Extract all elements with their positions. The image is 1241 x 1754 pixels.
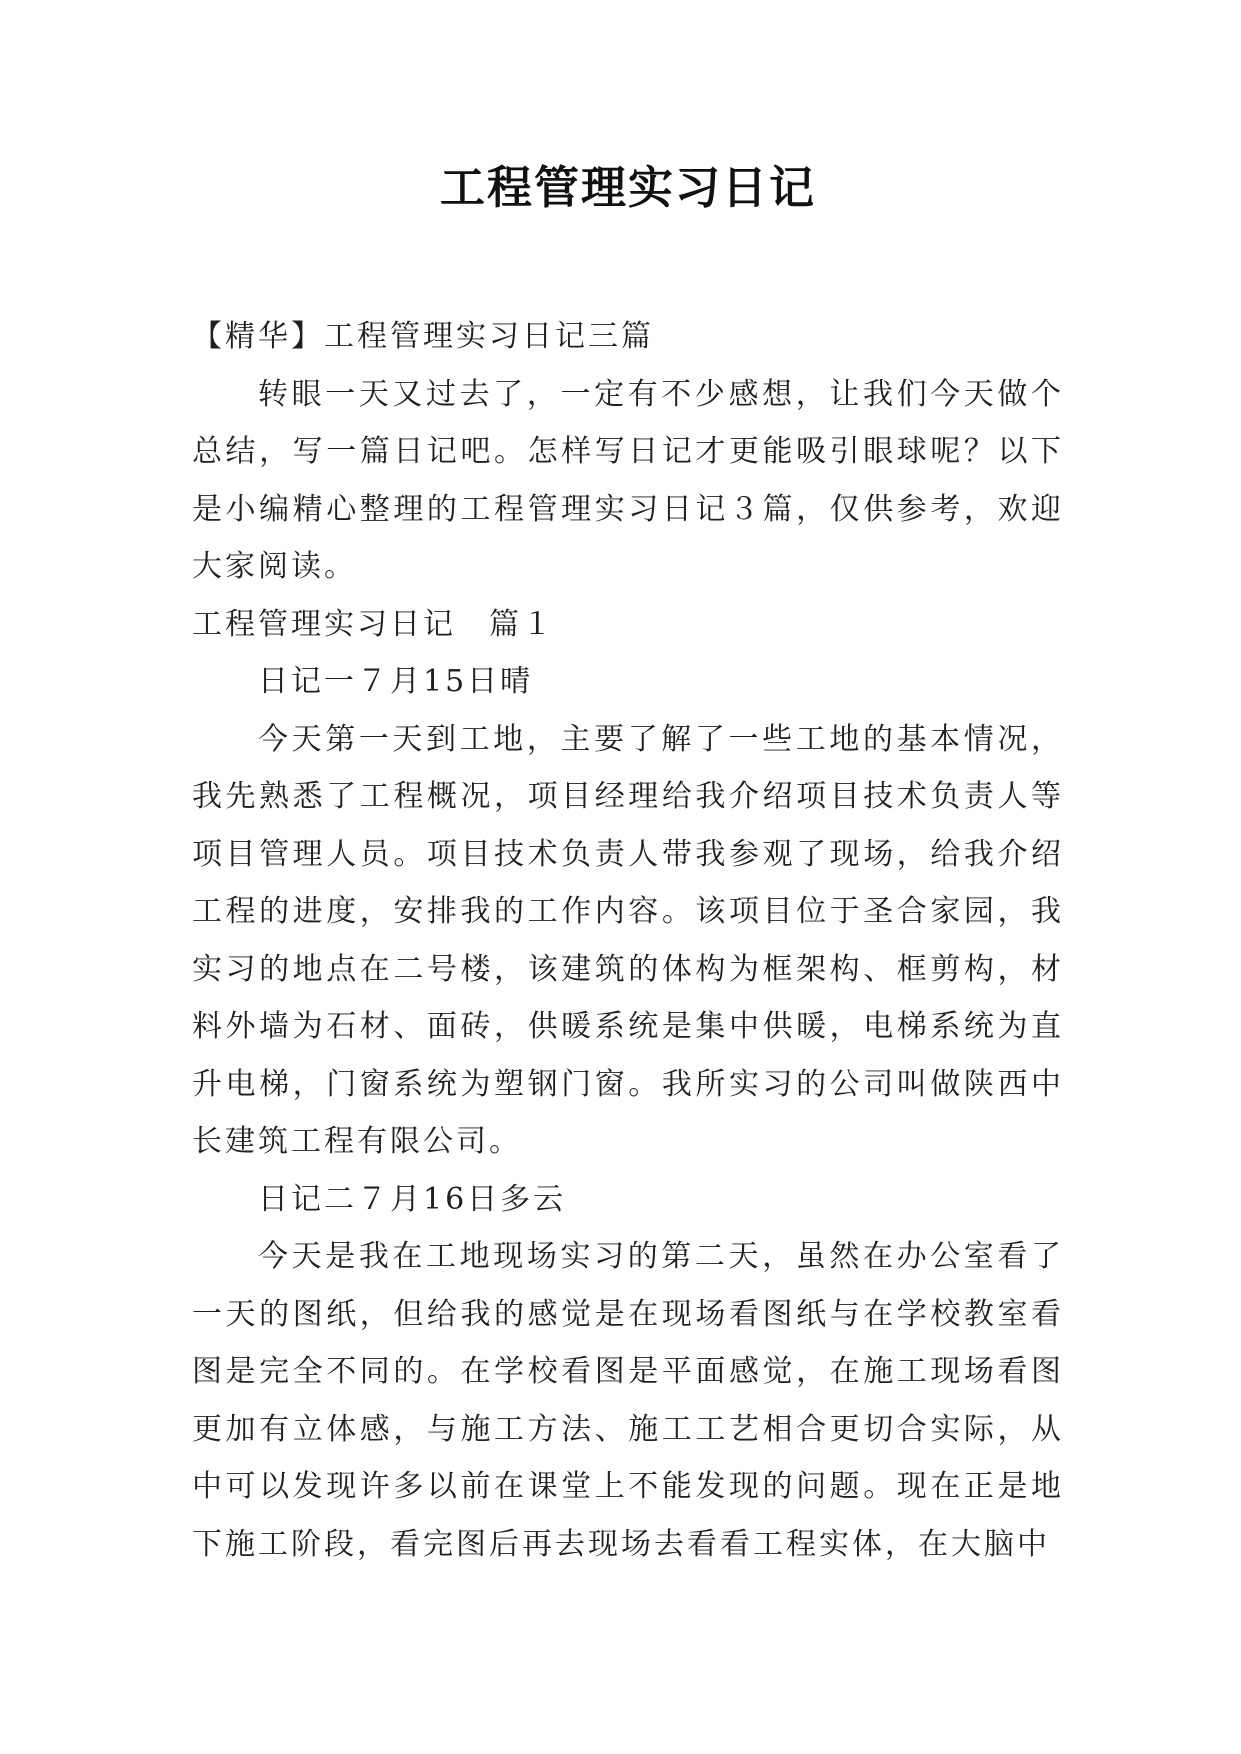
document-subtitle: 【精华】工程管理实习日记三篇 <box>192 319 654 354</box>
intro-paragraph: 转眼一天又过去了，一定有不少感想，让我们今天做个总结，写一篇日记吧。怎样写日记才更能吸引眼球呢？以下是小编精心整理的工程管理实习日记３篇，仅供参考，欢迎大家阅读。 <box>192 376 1064 584</box>
document-title: 工程管理实习日记 <box>439 161 816 214</box>
entry2-heading: 日记二７月16日多云 <box>258 1181 567 1217</box>
entry1-paragraph: 今天第一天到工地，主要了解了一些工地的基本情况，我先熟悉了工程概况，项目经理给我介绍项目技术负责人等项目管理人员。项目技术负责人带我参观了现场，给我介绍工程的进度，安排我的工作内容。该项目位于圣合家园，我实习的地点在二号楼，该建筑的体构为框架构、框剪构，材料外墙为石材、面砖，供暖系统是集中供暖，电梯系统为直升电梯，门窗系统为塑钢门窗。我所实习的公司叫做陕西中长建筑工程有限公司。 <box>192 721 1064 1159</box>
document-body <box>192 308 1064 1573</box>
entry1-heading: 日记一７月15日晴 <box>258 664 534 699</box>
entry2-paragraph: 今天是我在工地现场实习的第二天，虽然在办公室看了一天的图纸，但给我的感觉是在现场看图纸与在学校教室看图是完全不同的。在学校看图是平面感觉，在施工现场看图更加有立体感，与施工方法、施工工艺相合更切合实际，从中可以发现许多以前在课堂上不能发现的问题。现在正是地下施工阶段，看完图后再去现场去看看工程实体，在大脑中 <box>192 1239 1064 1562</box>
section-heading: 工程管理实习日记 篇１ <box>192 606 555 642</box>
